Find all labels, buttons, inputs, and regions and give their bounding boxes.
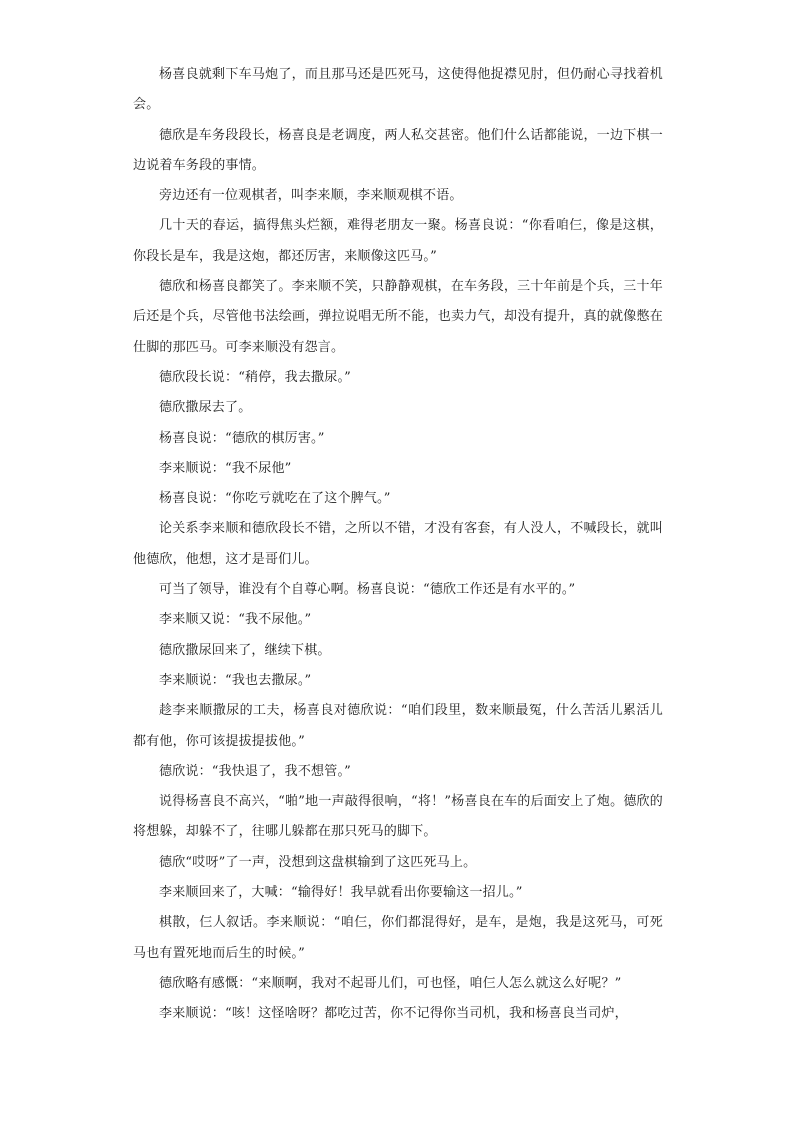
paragraph: 德欣段长说：“稍停，我去撒尿。” (159, 369, 351, 385)
paragraph: 德欣撒尿回来了，继续下棋。 (159, 642, 331, 658)
paragraph: 棋散，仨人叙话。李来顺说：“咱仨，你们都混得好，是车，是炮，我是这死马，可死马也有置死地而后生的时候。” (133, 915, 663, 961)
paragraph: 李来顺说：“我不尿他” (159, 460, 292, 476)
paragraph: 李来顺说：“咳！这怪啥呀？都吃过苦，你不记得你当司机，我和杨喜良当司炉， (159, 1006, 628, 1022)
paragraph: 德欣撒尿去了。 (159, 400, 252, 416)
paragraph: 李来顺回来了，大喊：“输得好！我早就看出你要输这一招儿。” (159, 885, 523, 901)
paragraph: 可当了领导，谁没有个自尊心啊。杨喜良说：“德欣工作还是有水平的。” (159, 582, 576, 598)
paragraph: 德欣略有感慨：“来顺啊，我对不起哥儿们，可也怪，咱仨人怎么就这么好呢？” (159, 975, 622, 991)
paragraph: 德欣“哎呀”了一声，没想到这盘棋输到了这匹死马上。 (159, 854, 477, 870)
paragraph: 李来顺说：“我也去撒尿。” (159, 672, 312, 688)
paragraph: 杨喜良说：“德欣的棋厉害。” (159, 430, 325, 446)
paragraph: 杨喜良就剩下车马炮了，而且那马还是匹死马，这使得他捉襟见肘，但仍耐心寻找着机会。 (133, 67, 663, 113)
paragraph: 趁李来顺撒尿的工夫，杨喜良对德欣说：“咱们段里，数来顺最冤，什么苦活儿累活儿都有他，你可该提拔提拔他。” (133, 703, 663, 749)
paragraph: 李来顺又说：“我不尿他。” (159, 612, 312, 628)
paragraph: 德欣说：“我快退了，我不想管。” (159, 763, 351, 779)
paragraph: 德欣和杨喜良都笑了。李来顺不笑，只静静观棋，在车务段，三十年前是个兵，三十年后还是个兵，尽管他书法绘画，弹拉说唱无所不能，也卖力气，却没有提升，真的就像憋在仕脚的那匹马。可李来顺没有怨言。 (133, 279, 663, 355)
paragraph: 德欣是车务段段长，杨喜良是老调度，两人私交甚密。他们什么话都能说，一边下棋一边说着车务段的事情。 (133, 127, 663, 173)
paragraph: 论关系李来顺和德欣段长不错，之所以不错，才没有客套，有人没人，不喊段长，就叫他德欣，他想，这才是哥们儿。 (133, 521, 663, 567)
paragraph: 几十天的春运，搞得焦头烂额，难得老朋友一聚。杨喜良说：“你看咱仨，像是这棋，你段长是车，我是这炮，都还厉害，来顺像这匹马。” (133, 218, 663, 264)
paragraph: 杨喜良说：“你吃亏就吃在了这个脾气。” (159, 491, 391, 507)
paragraph: 说得杨喜良不高兴，“啪”地一声敲得很响，“将！”杨喜良在车的后面安上了炮。德欣的将想躲，却躲不了，往哪儿躲都在那只死马的脚下。 (133, 794, 663, 840)
paragraph: 旁边还有一位观棋者，叫李来顺，李来顺观棋不语。 (159, 188, 463, 204)
document-page (133, 60, 663, 1030)
